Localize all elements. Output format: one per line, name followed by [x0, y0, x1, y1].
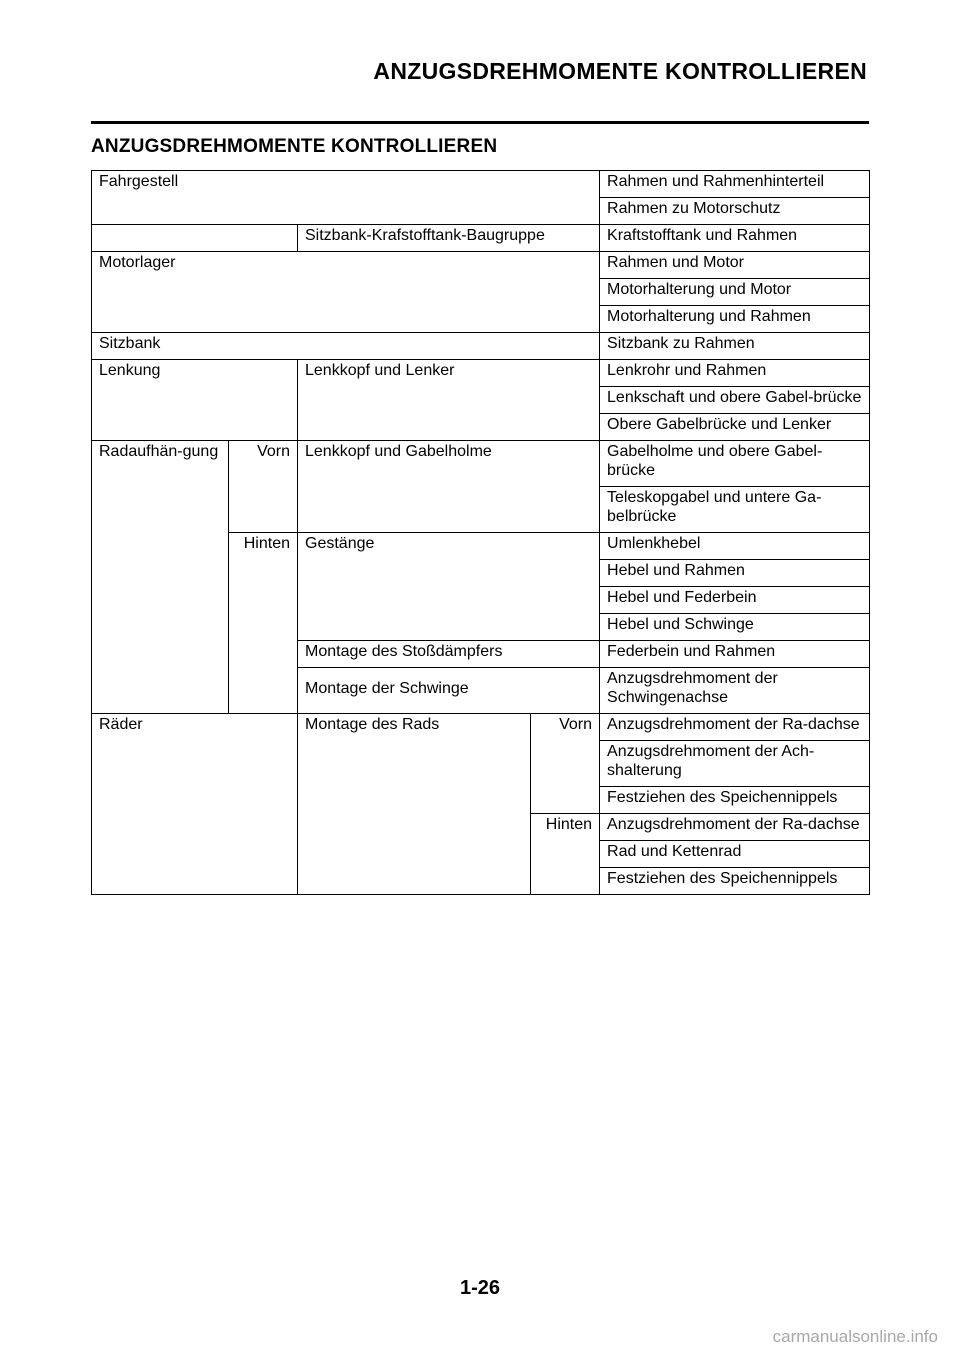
item-speichennippel-vorn: Festziehen des Speichennippels — [600, 787, 870, 814]
item-rahmen-motorschutz: Rahmen zu Motorschutz — [600, 198, 870, 225]
running-header-title: ANZUGSDREHMOMENTE KONTROLLIEREN — [373, 58, 867, 84]
item-motorhalterung-motor: Motorhalterung und Motor — [600, 279, 870, 306]
group-sitzbank: Sitzbank — [92, 333, 600, 360]
item-gabelholme-obere: Gabelholme und obere Gabel-brücke — [600, 441, 870, 487]
group-motorlager: Motorlager — [92, 252, 600, 333]
table-row — [92, 441, 870, 487]
position-vorn-rad: Vorn — [531, 714, 600, 814]
torque-check-table — [91, 170, 870, 895]
group-fahrgestell: Fahrgestell — [92, 171, 600, 225]
table-row — [92, 714, 870, 741]
table-row — [92, 225, 870, 252]
item-teleskopgabel-untere: Teleskopgabel und untere Ga-belbrücke — [600, 487, 870, 533]
sub-montage-stossdaempfer: Montage des Stoßdämpfers — [298, 641, 600, 668]
item-lenkschaft-gabelbruecke: Lenkschaft und obere Gabel-brücke — [600, 387, 870, 414]
item-achshalterung: Anzugsdrehmoment der Ach-shalterung — [600, 741, 870, 787]
item-hebel-schwinge: Hebel und Schwinge — [600, 614, 870, 641]
watermark: carmanualsonline.info — [772, 1327, 938, 1346]
position-vorn: Vorn — [229, 441, 298, 533]
sub-sitzbank-baugruppe: Sitzbank-Krafstofftank-Baugruppe — [298, 225, 600, 252]
sub-montage-schwinge: Montage der Schwinge — [298, 668, 600, 714]
item-rad-kettenrad: Rad und Kettenrad — [600, 841, 870, 868]
item-radachse-hinten: Anzugsdrehmoment der Ra-dachse — [600, 814, 870, 841]
section-title: ANZUGSDREHMOMENTE KONTROLLIEREN — [91, 136, 498, 157]
sub-lenkkopf-gabelholme: Lenkkopf und Gabelholme — [298, 441, 600, 533]
item-schwingenachse: Anzugsdrehmoment der Schwingenachse — [600, 668, 870, 714]
page-number: 1-26 — [459, 1277, 501, 1299]
table-row — [92, 360, 870, 387]
item-hebel-rahmen: Hebel und Rahmen — [600, 560, 870, 587]
position-hinten-rad: Hinten — [531, 814, 600, 895]
group-radaufhaengung: Radaufhän-gung — [92, 441, 229, 714]
item-sitzbank-rahmen: Sitzbank zu Rahmen — [600, 333, 870, 360]
item-umlenkhebel: Umlenkhebel — [600, 533, 870, 560]
header-rule — [91, 121, 869, 124]
item-rahmen-hinterteil: Rahmen und Rahmenhinterteil — [600, 171, 870, 198]
item-lenkrohr-rahmen: Lenkrohr und Rahmen — [600, 360, 870, 387]
item-speichennippel-hinten: Festziehen des Speichennippels — [600, 868, 870, 895]
fahrgestell-continuation — [92, 225, 298, 252]
item-motorhalterung-rahmen: Motorhalterung und Rahmen — [600, 306, 870, 333]
sub-lenkkopf-lenker: Lenkkopf und Lenker — [298, 360, 600, 441]
item-gabelbruecke-lenker: Obere Gabelbrücke und Lenker — [600, 414, 870, 441]
sub-montage-rads: Montage des Rads — [298, 714, 531, 895]
item-federbein-rahmen: Federbein und Rahmen — [600, 641, 870, 668]
item-radachse-vorn: Anzugsdrehmoment der Ra-dachse — [600, 714, 870, 741]
table-row — [92, 171, 870, 198]
table-row — [92, 333, 870, 360]
item-rahmen-motor: Rahmen und Motor — [600, 252, 870, 279]
item-hebel-federbein: Hebel und Federbein — [600, 587, 870, 614]
table-row — [92, 252, 870, 279]
group-lenkung: Lenkung — [92, 360, 298, 441]
sub-gestaenge: Gestänge — [298, 533, 600, 641]
position-hinten: Hinten — [229, 533, 298, 714]
item-kraftstofftank-rahmen: Kraftstofftank und Rahmen — [600, 225, 870, 252]
group-raeder: Räder — [92, 714, 298, 895]
